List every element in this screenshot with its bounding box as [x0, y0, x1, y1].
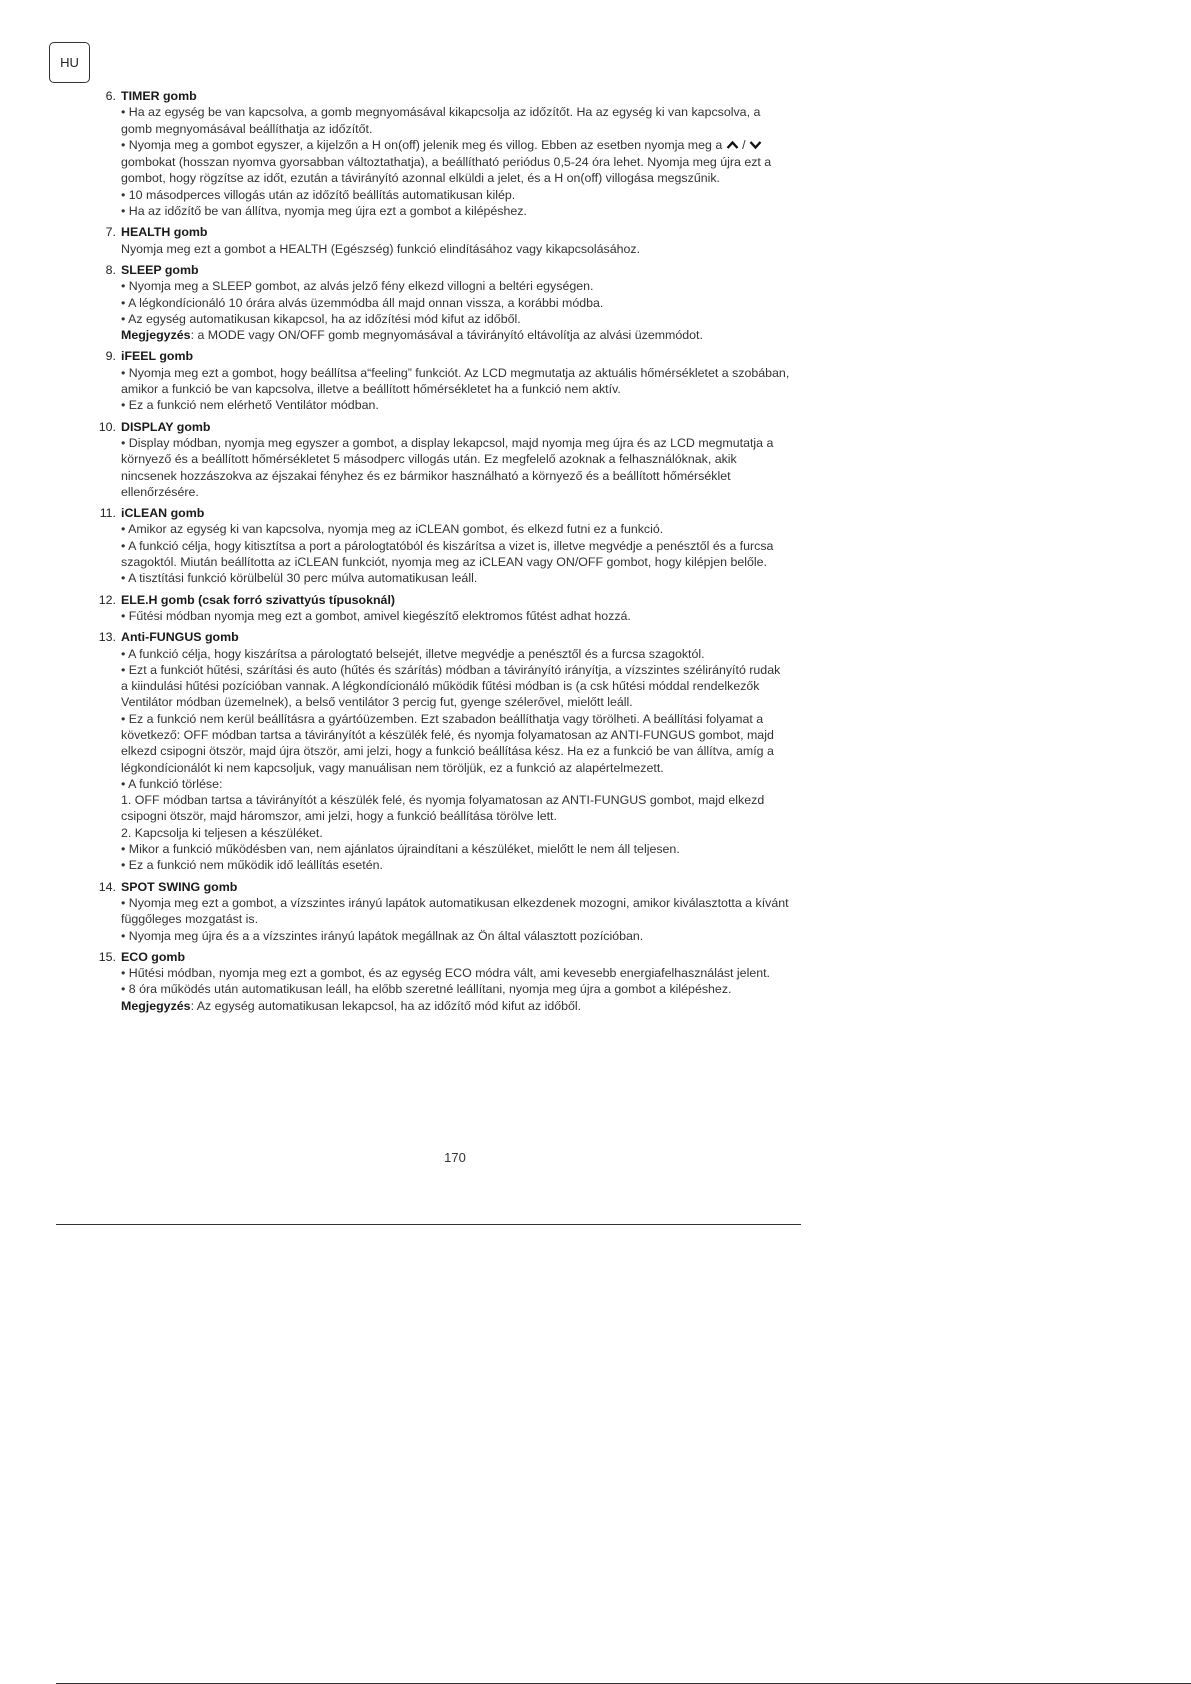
item-text: • A légkondícionáló 10 órára alvás üzemmódba áll majd onnan vissza, a korábbi módba. — [121, 295, 604, 310]
item-text: • 8 óra működés után automatikusan leáll, ha előbb szeretné leállítani, nyomja meg újra a gombot a kilépéshez. — [121, 982, 732, 997]
chevron-down-icon — [749, 138, 762, 154]
note-label: Megjegyzés — [121, 328, 191, 343]
list-item — [90, 88, 790, 219]
item-number: 8. — [105, 262, 116, 277]
note-text: : a MODE vagy ON/OFF gomb megnyomásával a távirányító eltávolítja az alvási üzemmódot. — [190, 328, 703, 343]
item-note — [121, 327, 790, 343]
item-text: • A funkció célja, hogy kiszárítsa a párologtató belsejét, illetve megvédje a penésztől és a furcsa szagoktól. — [121, 646, 705, 661]
item-text: 2. Kapcsolja ki teljesen a készüléket. — [121, 825, 323, 840]
divider — [56, 1224, 801, 1225]
item-text: • Ha az időzítő be van állítva, nyomja meg újra ezt a gombot a kilépéshez. — [121, 204, 527, 219]
item-number: 7. — [105, 225, 116, 240]
item-text: • 10 másodperces villogás után az időzítő beállítás automatikusan kilép. — [121, 187, 516, 202]
item-number: 10. — [98, 419, 116, 434]
item-text: • Nyomja meg a gombot egyszer, a kijelzőn a H on(off) jelenik meg és villog. Ebben az esetben nyomja meg a / gombokat (hosszan nyomva gyorsabban változtathatja), a beállítható periódus 0,5-24 óra lehet. Nyomja meg újra ezt a gombot, hogy rögzítse az időt, ezután a távirányító azonnal elküldi a jelet, és a H on(off) villogása megszűnik. — [121, 137, 772, 186]
item-text: • Ez a funkció nem működik idő leállítás esetén. — [121, 858, 383, 873]
item-number: 9. — [105, 349, 116, 364]
list-item — [90, 629, 790, 873]
list-item — [90, 419, 790, 500]
item-text: • Mikor a funkció működésben van, nem ajánlatos újraindítani a készüléket, mielőtt le nem áll teljesen. — [121, 842, 680, 857]
item-text: • Ez a funkció nem elérhető Ventilátor módban. — [121, 398, 379, 413]
item-heading: iFEEL gomb — [121, 349, 194, 364]
button-descriptions — [90, 88, 790, 1019]
item-text: • Nyomja meg ezt a gombot, hogy beállítsa a“feeling” funkciót. Az LCD megmutatja az aktuális hőmérsékletet a szobában, amikor a funkció be van kapcsolva, illetve a beállított hőmérsékletet ha a funkció nem aktív. — [121, 365, 790, 397]
item-text: 1. OFF módban tartsa a távirányítót a készülék felé, és nyomja folyamatosan az ANTI-FUNGUS gombot, majd elkezd csipogni ötször, majd háromszor, ami jelzi, hogy a funkció beállítása törölve lett. — [121, 793, 765, 824]
note-text: : Az egység automatikusan lekapcsol, ha az időzítő mód kifut az időből. — [190, 998, 582, 1013]
item-text: • Ha az egység be van kapcsolva, a gomb megnyomásával kikapcsolja az időzítőt. Ha az egység ki van kapcsolva, a gomb megnyomásával beállíthatja az időzítőt. — [121, 105, 761, 136]
item-text: • Nyomja meg a SLEEP gombot, az alvás jelző fény elkezd villogni a beltéri egységen. — [121, 279, 594, 294]
item-heading: TIMER gomb — [121, 89, 197, 103]
item-heading: SPOT SWING gomb — [121, 879, 238, 894]
item-heading: iCLEAN gomb — [121, 506, 205, 521]
item-heading: ECO gomb — [121, 949, 186, 964]
page-number: 170 — [444, 1150, 466, 1165]
list-item — [90, 262, 790, 343]
item-heading: DISPLAY gomb — [121, 419, 211, 434]
chevron-up-icon — [726, 138, 739, 154]
list-item — [90, 224, 790, 257]
item-text: • Amikor az egység ki van kapcsolva, nyomja meg az iCLEAN gombot, és elkezd futni ez a funkció. — [121, 522, 664, 537]
item-text: • Nyomja meg újra és a a vízszintes irányú lapátok megállnak az Ön által választott pozícióban. — [121, 928, 644, 943]
list-item — [90, 592, 790, 625]
item-number: 14. — [98, 879, 116, 894]
item-note — [121, 998, 790, 1014]
item-number: 12. — [98, 592, 116, 607]
list-item — [90, 949, 790, 1014]
item-heading: HEALTH gomb — [121, 225, 208, 240]
item-text: Nyomja meg ezt a gombot a HEALTH (Egészség) funkció elindításához vagy kikapcsolásához. — [121, 241, 641, 256]
item-number: 15. — [98, 949, 116, 964]
item-text-part: gombokat (hosszan nyomva gyorsabban változtathatja), a beállítható periódus 0,5-24 óra lehet. Nyomja meg újra ezt a gombot, hogy rögzítse az időt, ezután a távirányító azonnal elküldi a jelet, és a H on(off) villogása megszűnik. — [121, 155, 772, 186]
item-heading: ELE.H gomb (csak forró szivattyús típusoknál) — [121, 592, 396, 607]
item-text: • Az egység automatikusan kikapcsol, ha az időzítési mód kifut az időből. — [121, 311, 521, 326]
item-text: • Nyomja meg ezt a gombot, a vízszintes irányú lapátok automatikusan elkezdenek mozogni, amikor kiválasztotta a kívánt függőleges mozgatást is. — [121, 895, 789, 927]
note-label: Megjegyzés — [121, 998, 191, 1013]
list-item — [90, 505, 790, 586]
item-heading: Anti-FUNGUS gomb — [121, 630, 239, 645]
item-text: • A tisztítási funkció körülbelül 30 perc múlva automatikusan leáll. — [121, 571, 478, 586]
list-item — [90, 879, 790, 944]
item-text: • A funkció törlése: — [121, 776, 223, 791]
item-number: 11. — [99, 506, 116, 521]
item-heading: SLEEP gomb — [121, 262, 199, 277]
list-item — [90, 348, 790, 413]
item-text: • Display módban, nyomja meg egyszer a gombot, a display lekapcsol, majd nyomja meg újra és az LCD megmutatja a környező és a beállított hőmérsékletet 5 másodperc villogás után. Ez megfelelő azoknak a felhasználóknak, akik nincsenek hozzászokva az éjszakai fényhez és ez bármikor használható a környező és a beállított hőmérséklet ellenőrzésére. — [121, 435, 774, 499]
item-number: 13. — [98, 630, 116, 645]
item-number: 6. — [105, 89, 116, 103]
item-text: • Ezt a funkciót hűtési, szárítási és auto (hűtés és szárítás) módban a távirányító irányítja, a vízszintes szélirányító rudak a kiindulási hűtési pozícióban vannak. A légkondícionáló működik fűtési módban is (a csk hűtési móddal rendelkezők Ventilátor módban üzemelnek), a belső ventilátor 3 percig fut, gyenge szélerővel, mielőtt leáll. — [121, 662, 781, 710]
item-text: • Ez a funkció nem kerül beállításra a gyártóüzemben. Ezt szabadon beállíthatja vagy törölheti. A beállítási folyamat a következő: OFF módban tartsa a távirányítót a készülék felé, és nyomja folyamatosan az ANTI-FUNGUS gombot, majd elkezd csipogni ötször, majd újra ötször, ami jelzi, hogy a funkció beállítása kész. Ha ez a funkció be van állítva, amíg a légkondícionálót ki nem kapcsoljuk, vagy manuálisan nem töröljük, ez a funkció az alapértelmezett. — [121, 711, 774, 775]
item-text: • Hűtési módban, nyomja meg ezt a gombot, és az egység ECO módra vált, ami kevesebb energiafelhasználást jelent. — [121, 966, 770, 981]
item-text-part: • Nyomja meg a gombot egyszer, a kijelzőn a H on(off) jelenik meg és villog. Ebben az esetben nyomja meg a — [121, 137, 723, 152]
item-text: • A funkció célja, hogy kitisztítsa a port a párologtatóból és kiszárítsa a vizet is, illetve megvédje a penésztől és a furcsa szagoktól. Miután beállította az iCLEAN funkciót, nyomja meg az iCLEAN vagy ON/OFF gombot, hogy kilépjen belőle. — [121, 538, 774, 570]
language-badge: HU — [49, 42, 90, 83]
item-text: • Fűtési módban nyomja meg ezt a gombot, amivel kiegészítő elektromos fűtést adhat hozzá. — [121, 608, 631, 623]
